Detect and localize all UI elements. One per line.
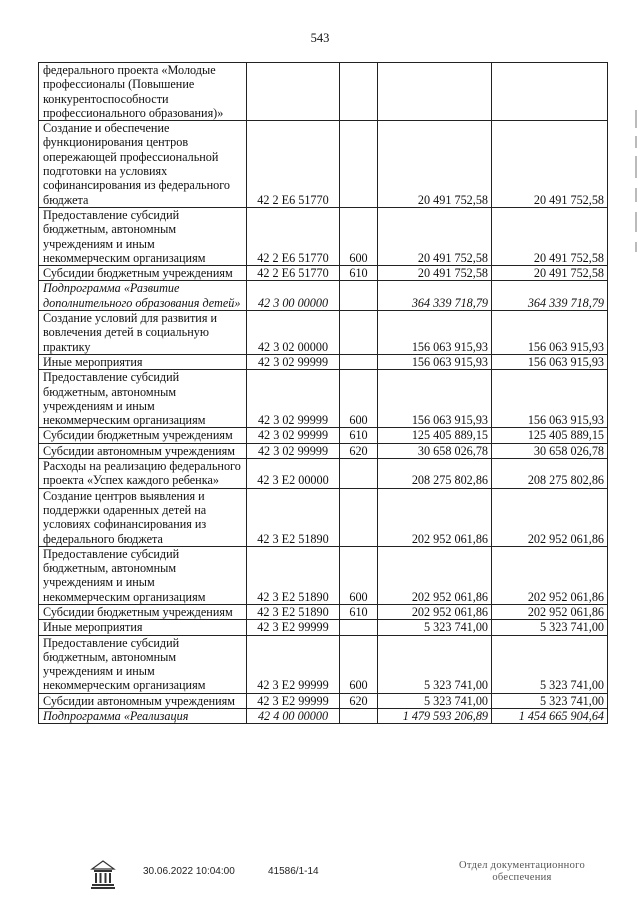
row-type: 600 (340, 635, 378, 693)
row-amount-2: 125 405 889,15 (492, 428, 608, 443)
row-code: 42 3 E2 99999 (247, 693, 340, 708)
row-name: Создание условий для развития и вовлечения детей в социальную практику (39, 311, 247, 355)
row-amount-1: 5 323 741,00 (378, 635, 492, 693)
row-amount-2: 5 323 741,00 (492, 635, 608, 693)
footer-date: 30.06.2022 10:04:00 (143, 866, 235, 877)
row-name: Предоставление субсидий бюджетным, автономным учреждениям и иным некоммерческим организациям (39, 546, 247, 604)
row-code: 42 2 E6 51770 (247, 266, 340, 281)
footer-doc-number: 41586/1-14 (268, 866, 319, 877)
row-amount-2 (492, 63, 608, 121)
row-amount-2: 364 339 718,79 (492, 281, 608, 311)
row-amount-2: 156 063 915,93 (492, 354, 608, 369)
row-amount-1 (378, 63, 492, 121)
table-row (39, 546, 608, 604)
row-code: 42 3 02 00000 (247, 311, 340, 355)
table-row (39, 266, 608, 281)
row-amount-2: 208 275 802,86 (492, 459, 608, 489)
row-amount-2: 5 323 741,00 (492, 620, 608, 635)
row-name: Предоставление субсидий бюджетным, автономным учреждениям и иным некоммерческим организациям (39, 207, 247, 265)
row-type (340, 709, 378, 724)
row-type: 610 (340, 604, 378, 619)
row-type (340, 63, 378, 121)
row-amount-2: 202 952 061,86 (492, 546, 608, 604)
scan-edge-marks (634, 110, 638, 270)
table-row (39, 604, 608, 619)
row-code: 42 3 E2 99999 (247, 635, 340, 693)
row-name: Создание и обеспечение функционирования центров опережающей профессиональной подготовки на условиях софинансирования из федерального бюджета (39, 121, 247, 208)
row-amount-1: 125 405 889,15 (378, 428, 492, 443)
table-row (39, 207, 608, 265)
table-row (39, 63, 608, 121)
row-code: 42 3 E2 51890 (247, 604, 340, 619)
row-code: 42 4 00 00000 (247, 709, 340, 724)
row-code: 42 3 02 99999 (247, 370, 340, 428)
row-code: 42 3 00 00000 (247, 281, 340, 311)
row-amount-2: 202 952 061,86 (492, 604, 608, 619)
row-amount-1: 202 952 061,86 (378, 604, 492, 619)
row-code: 42 2 E6 51770 (247, 121, 340, 208)
row-amount-1: 30 658 026,78 (378, 443, 492, 458)
footer-department-stamp: Отдел документационного обеспечения (458, 860, 586, 883)
row-amount-2: 156 063 915,93 (492, 311, 608, 355)
row-name: Иные мероприятия (39, 620, 247, 635)
row-amount-1: 202 952 061,86 (378, 488, 492, 546)
row-name: Субсидии бюджетным учреждениям (39, 266, 247, 281)
row-amount-1: 156 063 915,93 (378, 370, 492, 428)
row-amount-2: 20 491 752,58 (492, 121, 608, 208)
table-row (39, 281, 608, 311)
row-type: 620 (340, 693, 378, 708)
row-code: 42 3 E2 51890 (247, 488, 340, 546)
row-amount-1: 202 952 061,86 (378, 546, 492, 604)
row-amount-1: 20 491 752,58 (378, 207, 492, 265)
row-amount-2: 1 454 665 904,64 (492, 709, 608, 724)
table-row (39, 354, 608, 369)
row-type: 610 (340, 266, 378, 281)
row-type: 600 (340, 546, 378, 604)
row-type: 610 (340, 428, 378, 443)
row-code: 42 3 E2 51890 (247, 546, 340, 604)
row-amount-1: 5 323 741,00 (378, 620, 492, 635)
row-type (340, 121, 378, 208)
budget-table (38, 62, 608, 724)
row-amount-1: 20 491 752,58 (378, 266, 492, 281)
table-row (39, 370, 608, 428)
row-name: Предоставление субсидий бюджетным, автономным учреждениям и иным некоммерческим организациям (39, 635, 247, 693)
table-row (39, 428, 608, 443)
row-type (340, 459, 378, 489)
row-amount-2: 5 323 741,00 (492, 693, 608, 708)
row-name: Расходы на реализацию федерального проекта «Успех каждого ребенка» (39, 459, 247, 489)
row-type (340, 281, 378, 311)
table-row (39, 459, 608, 489)
row-name: Субсидии автономным учреждениям (39, 443, 247, 458)
row-amount-1: 364 339 718,79 (378, 281, 492, 311)
row-amount-1: 5 323 741,00 (378, 693, 492, 708)
row-type: 600 (340, 207, 378, 265)
row-code: 42 3 02 99999 (247, 354, 340, 369)
row-name: Иные мероприятия (39, 354, 247, 369)
table-row (39, 121, 608, 208)
row-type (340, 354, 378, 369)
row-code: 42 3 02 99999 (247, 428, 340, 443)
row-name: федерального проекта «Молодые профессионалы (Повышение конкурентоспособности профессионального образования)» (39, 63, 247, 121)
row-type: 600 (340, 370, 378, 428)
row-name: Субсидии автономным учреждениям (39, 693, 247, 708)
footer (0, 858, 640, 898)
row-amount-1: 20 491 752,58 (378, 121, 492, 208)
row-type (340, 311, 378, 355)
row-amount-2: 156 063 915,93 (492, 370, 608, 428)
row-amount-1: 1 479 593 206,89 (378, 709, 492, 724)
row-code: 42 3 02 99999 (247, 443, 340, 458)
row-name: Создание центров выявления и поддержки одаренных детей на условиях софинансирования из федерального бюджета (39, 488, 247, 546)
page-number: 543 (310, 31, 330, 45)
row-name: Подпрограмма «Реализация (39, 709, 247, 724)
row-amount-2: 202 952 061,86 (492, 488, 608, 546)
row-name: Субсидии бюджетным учреждениям (39, 604, 247, 619)
row-type (340, 620, 378, 635)
table-row (39, 709, 608, 724)
table-row (39, 311, 608, 355)
row-type (340, 488, 378, 546)
row-amount-2: 20 491 752,58 (492, 266, 608, 281)
row-amount-2: 30 658 026,78 (492, 443, 608, 458)
row-type: 620 (340, 443, 378, 458)
table-row (39, 443, 608, 458)
row-amount-1: 156 063 915,93 (378, 354, 492, 369)
row-name: Субсидии бюджетным учреждениям (39, 428, 247, 443)
table-row (39, 693, 608, 708)
row-amount-1: 208 275 802,86 (378, 459, 492, 489)
row-code: 42 3 E2 99999 (247, 620, 340, 635)
row-code: 42 3 E2 00000 (247, 459, 340, 489)
row-amount-2: 20 491 752,58 (492, 207, 608, 265)
table-row (39, 635, 608, 693)
row-amount-1: 156 063 915,93 (378, 311, 492, 355)
table-row (39, 488, 608, 546)
table-row (39, 620, 608, 635)
row-name: Подпрограмма «Развитие дополнительного образования детей» (39, 281, 247, 311)
building-emblem-icon (90, 860, 116, 890)
row-code (247, 63, 340, 121)
row-name: Предоставление субсидий бюджетным, автономным учреждениям и иным некоммерческим организациям (39, 370, 247, 428)
row-code: 42 2 E6 51770 (247, 207, 340, 265)
